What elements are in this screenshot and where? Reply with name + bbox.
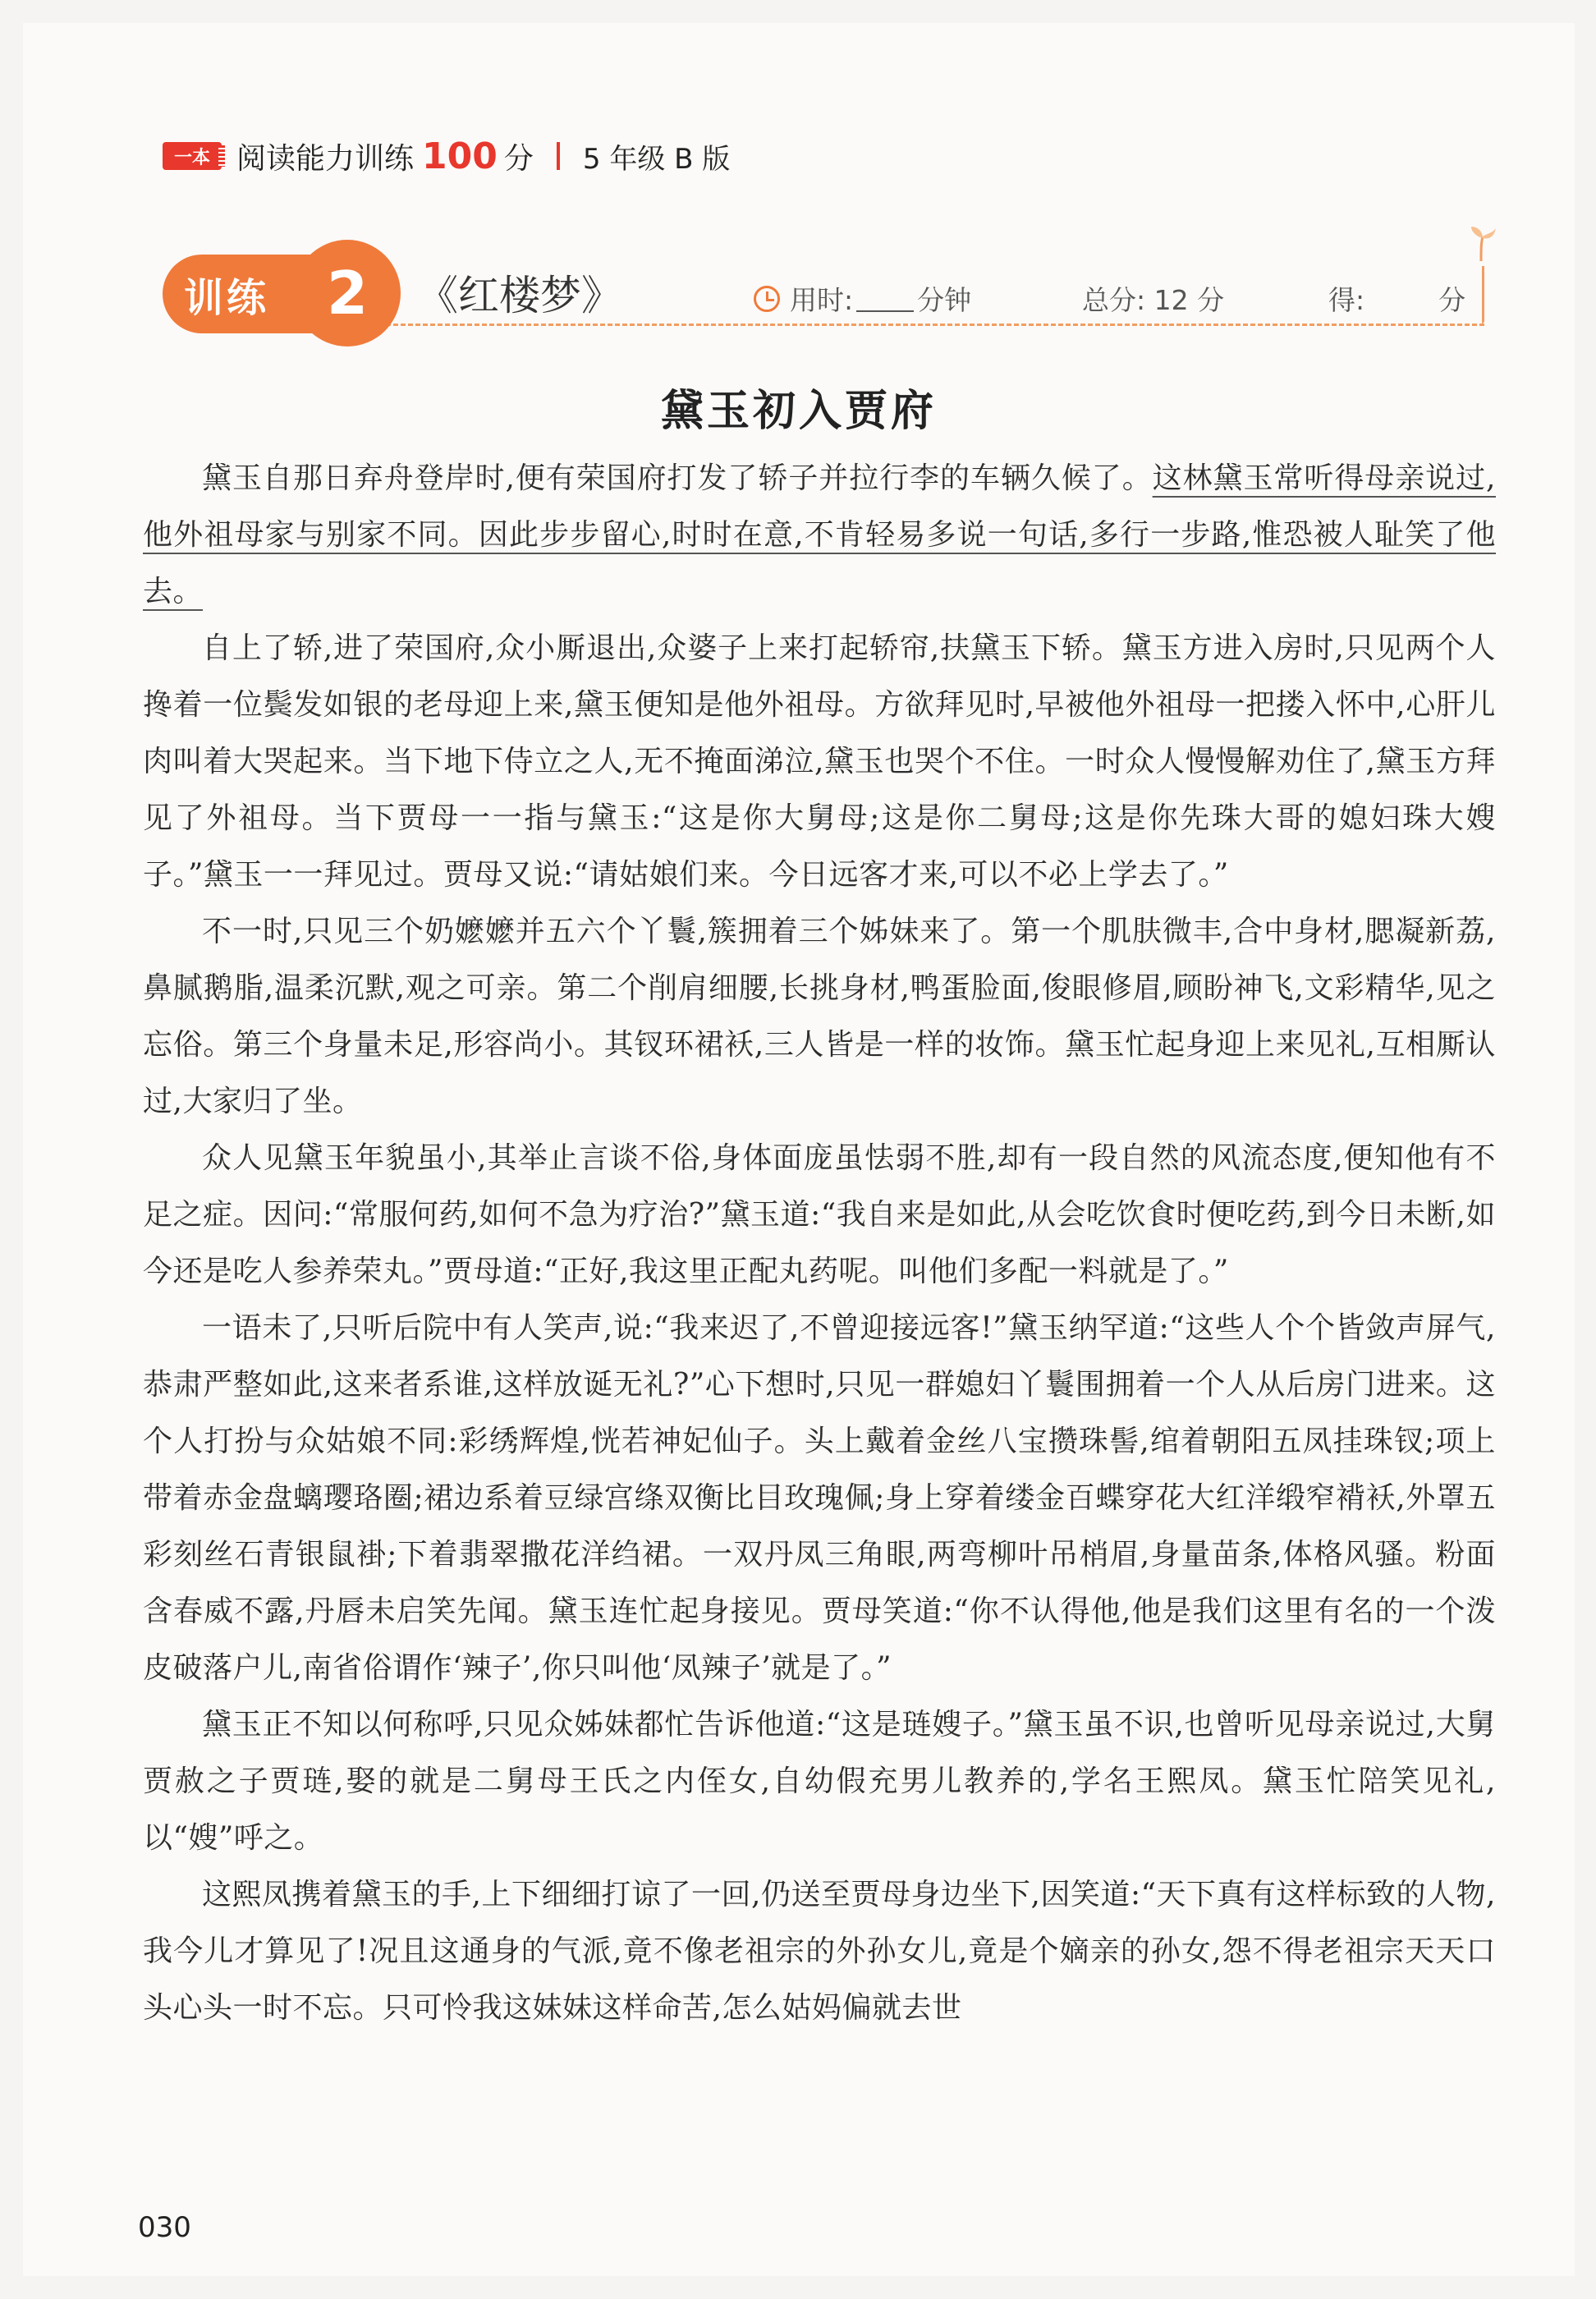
dashed-divider-corner <box>1482 266 1484 324</box>
time-unit: 分钟 <box>917 284 972 316</box>
header-divider <box>557 142 560 170</box>
paragraph: 自上了轿,进了荣国府,众小厮退出,众婆子上来打起轿帘,扶黛玉下轿。黛玉方进入房时,只见两个人搀着一位鬓发如银的老母迎上来,黛玉便知是他外祖母。方欲拜见时,早被他外祖母一把搂入怀中,心肝儿肉叫着大哭起来。当下地下侍立之人,无不掩面涕泣,黛玉也哭个不住。一时众人慢慢解劝住了,黛玉方拜见了外祖母。当下贾母一一指与黛玉:“这是你大舅母;这是你二舅母;这是你先珠大哥的媳妇珠大嫂子。”黛玉一一拜见过。贾母又说:“请姑娘们来。今日远客才来,可以不必上学去了。” <box>143 631 1496 892</box>
book-score-unit: 分 <box>503 141 534 176</box>
sprout-icon <box>1465 225 1497 263</box>
paragraph: 黛玉正不知以何称呼,只见众姊妹都忙告诉他道:“这是琏嫂子。”黛玉虽不识,也曾听见母亲说过,大舅贾赦之子贾琏,娶的就是二舅母王氏之内侄女,自幼假充男儿教养的,学名王熙凤。黛玉忙陪笑见礼,以“嫂”呼之。 <box>143 1708 1496 1855</box>
score-unit: 分 <box>1438 284 1466 316</box>
paragraph: 这熙凤携着黛玉的手,上下细细打谅了一回,仍送至贾母身边坐下,因笑道:“天下真有这样标致的人物,我今儿才算见了!况且这通身的气派,竟不像老祖宗的外孙女儿,竟是个嫡亲的孙女,怨不得老祖宗天天口头心头一时不忘。只可怜我这妹妹这样命苦,怎么姑妈偏就去世 <box>143 1878 1496 2025</box>
paragraph: 不一时,只见三个奶嬷嬷并五六个丫鬟,簇拥着三个姊妹来了。第一个肌肤微丰,合中身材,腮凝新荔,鼻腻鹅脂,温柔沉默,观之可亲。第二个削肩细腰,长挑身材,鸭蛋脸面,俊眼修眉,顾盼神飞,文彩精华,见之忘俗。第三个身量未足,形容尚小。其钗环裙袄,三人皆是一样的妆饰。黛玉忙起身迎上来见礼,互相厮认过,大家归了坐。 <box>143 915 1496 1118</box>
paragraph-1 <box>143 450 1496 620</box>
brand-logo-text: 一本 <box>173 147 210 168</box>
book-header <box>163 131 730 181</box>
brand-logo <box>163 142 222 170</box>
page <box>23 23 1575 2276</box>
section-book-title: 《红楼梦》 <box>417 272 622 319</box>
paragraph: 一语未了,只听后院中有人笑声,说:“我来迟了,不曾迎接远客!”黛玉纳罕道:“这些人个个皆敛声屏气,恭肃严整如此,这来者系谁,这样放诞无礼?”心下想时,只见一群媳妇丫鬟围拥着一个人从后房门进来。这个人打扮与众姑娘不同:彩绣辉煌,恍若神妃仙子。头上戴着金丝八宝攒珠髻,绾着朝阳五凤挂珠钗;项上带着赤金盘螭璎珞圈;裙边系着豆绿宫绦双衡比目玫瑰佩;身上穿着缕金百蝶穿花大红洋缎窄褙袄,外罩五彩刻丝石青银鼠褂;下着翡翠撒花洋绉裙。一双丹凤三角眼,两弯柳叶吊梢眉,身量苗条,体格风骚。粉面含春威不露,丹唇未启笑先闻。黛玉连忙起身接见。贾母笑道:“你不认得他,他是我们这里有名的一个泼皮破落户儿,南省俗谓作‘辣子’,你只叫他‘凤辣子’就是了。” <box>143 1311 1496 1685</box>
dashed-divider <box>327 324 1484 326</box>
time-input-blank[interactable] <box>856 286 914 312</box>
article-title: 黛玉初入贾府 <box>660 386 937 436</box>
section-label: 训练 <box>184 274 270 321</box>
time-label: 用时: <box>790 284 854 316</box>
book-score: 100 <box>422 135 498 177</box>
page-number: 030 <box>138 2211 191 2244</box>
section-number-text: 2 <box>326 259 369 328</box>
book-grade: 5 年级 B 版 <box>582 142 731 176</box>
paragraph-1-intro: 黛玉自那日弃舟登岸时,便有荣国府打发了轿子并拉行李的车辆久候了。 <box>202 461 1153 495</box>
book-title: 阅读能力训练 <box>236 141 415 176</box>
article-body <box>143 450 1496 2036</box>
score-label: 得: <box>1328 284 1365 316</box>
section-bar <box>163 246 1493 337</box>
section-number <box>294 240 401 346</box>
paragraph: 众人见黛玉年貌虽小,其举止言谈不俗,身体面庞虽怯弱不胜,却有一段自然的风流态度,便知他有不足之症。因问:“常服何药,如何不急为疗治?”黛玉道:“我自来是如此,从会吃饮食时便吃药,到今日未断,如今还是吃人参养荣丸。”贾母道:“正好,我这里正配丸药呢。叫他们多配一料就是了。” <box>143 1141 1496 1288</box>
underlined-sentence: 这林黛玉常听得母亲说过,他外祖母家与别家不同。因此步步留心,时时在意,不肯轻易多说一句话,多行一步路,惟恐被人耻笑了他去。 <box>143 461 1496 608</box>
score-field <box>1328 279 1465 318</box>
clock-icon <box>754 286 780 312</box>
total-score: 总分: 12 分 <box>1082 284 1225 316</box>
time-field <box>754 279 971 318</box>
